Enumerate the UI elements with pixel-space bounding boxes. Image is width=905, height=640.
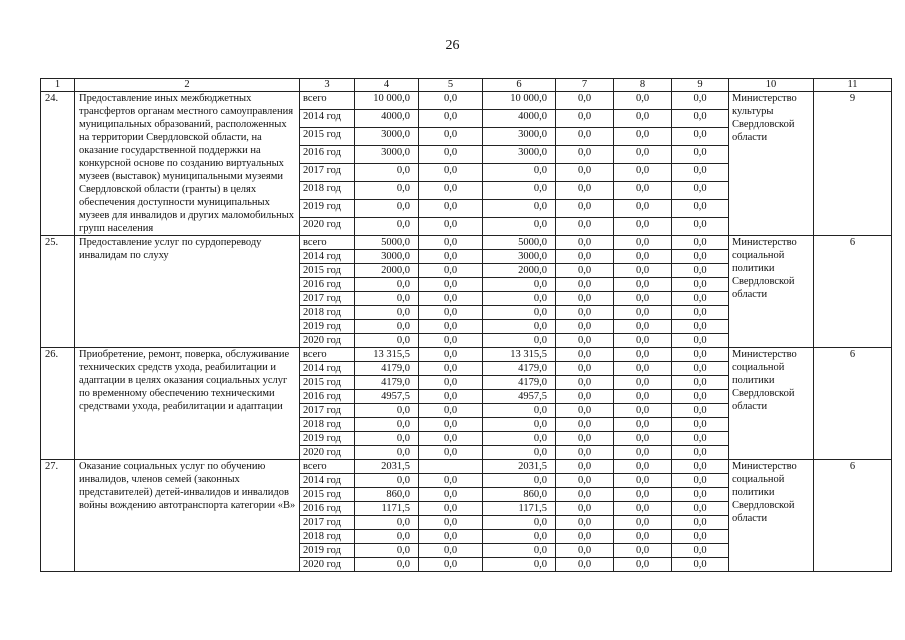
cell-extra: 0,0	[614, 92, 672, 110]
cell-local: 0,0	[556, 182, 614, 200]
cell-extra: 0,0	[614, 446, 672, 460]
cell-local: 0,0	[556, 278, 614, 292]
cell-extra: 0,0	[614, 200, 672, 218]
responsible-organization: Министерство социальной политики Свердловской области	[729, 348, 814, 460]
cell-federal: 0,0	[419, 250, 483, 264]
cell-regional: 4000,0	[483, 110, 556, 128]
cell-local: 0,0	[556, 376, 614, 390]
cell-local: 0,0	[556, 516, 614, 530]
year-label: всего	[300, 92, 355, 110]
cell-extra: 0,0	[672, 530, 729, 544]
cell-total: 0,0	[355, 292, 419, 306]
cell-extra: 0,0	[672, 278, 729, 292]
cell-regional: 0,0	[483, 558, 556, 572]
cell-local: 0,0	[556, 502, 614, 516]
cell-federal: 0,0	[419, 446, 483, 460]
cell-extra: 0,0	[672, 182, 729, 200]
year-label: всего	[300, 348, 355, 362]
cell-extra: 0,0	[614, 146, 672, 164]
cell-extra: 0,0	[672, 320, 729, 334]
cell-federal: 0,0	[419, 278, 483, 292]
cell-local: 0,0	[556, 164, 614, 182]
year-label: 2019 год	[300, 200, 355, 218]
column-number-row	[41, 79, 892, 92]
cell-extra: 0,0	[672, 348, 729, 362]
item-description: Оказание социальных услуг по обучению инвалидов, членов семей (законных представителей) детей-инвалидов и инвалидов войны вождению автотранспорта категории «В»	[75, 460, 300, 572]
cell-local: 0,0	[556, 264, 614, 278]
cell-extra: 0,0	[672, 264, 729, 278]
cell-regional: 0,0	[483, 200, 556, 218]
item-description: Приобретение, ремонт, поверка, обслуживание технических средств ухода, реабилитации и адаптации в целях оказания социальных услуг по временному обеспечению техническими средствами ухода, реабилитации и адаптации	[75, 348, 300, 460]
cell-federal: 0,0	[419, 218, 483, 236]
year-label: 2020 год	[300, 334, 355, 348]
year-label: 2015 год	[300, 264, 355, 278]
cell-extra: 0,0	[614, 334, 672, 348]
cell-local: 0,0	[556, 128, 614, 146]
cell-extra: 0,0	[672, 390, 729, 404]
cell-total: 0,0	[355, 558, 419, 572]
cell-federal: 0,0	[419, 530, 483, 544]
year-label: 2020 год	[300, 218, 355, 236]
year-label: 2019 год	[300, 544, 355, 558]
cell-local: 0,0	[556, 320, 614, 334]
column-header: 10	[729, 79, 814, 92]
cell-federal: 0,0	[419, 432, 483, 446]
column-header: 2	[75, 79, 300, 92]
cell-total: 4957,5	[355, 390, 419, 404]
cell-extra: 0,0	[672, 558, 729, 572]
cell-regional: 1171,5	[483, 502, 556, 516]
item-description: Предоставление иных межбюджетных трансфертов органам местного самоуправления муниципальных образований, расположенных на территории Свердловской области, на оказание государственной поддержки на конкурсной основе по созданию виртуальных музеев (выставок) муниципальными музеями Свердловской области (гранты) в целях обеспечения доступности муниципальных музеев для инвалидов и других маломобильных групп населения	[75, 92, 300, 236]
target-indicator: 9	[814, 92, 892, 236]
cell-extra: 0,0	[672, 334, 729, 348]
cell-extra: 0,0	[672, 146, 729, 164]
year-label: 2017 год	[300, 292, 355, 306]
cell-federal: 0,0	[419, 488, 483, 502]
column-header: 5	[419, 79, 483, 92]
cell-federal: 0,0	[419, 418, 483, 432]
cell-extra: 0,0	[614, 128, 672, 146]
cell-extra: 0,0	[672, 110, 729, 128]
cell-total: 13 315,5	[355, 348, 419, 362]
cell-regional: 4179,0	[483, 362, 556, 376]
cell-regional: 0,0	[483, 218, 556, 236]
year-label: 2016 год	[300, 146, 355, 164]
cell-total: 0,0	[355, 404, 419, 418]
cell-federal: 0,0	[419, 306, 483, 320]
cell-regional: 0,0	[483, 182, 556, 200]
responsible-organization: Министерство культуры Свердловской области	[729, 92, 814, 236]
cell-federal: 0,0	[419, 110, 483, 128]
cell-extra: 0,0	[614, 362, 672, 376]
cell-extra: 0,0	[672, 292, 729, 306]
cell-regional: 2000,0	[483, 264, 556, 278]
column-header: 6	[483, 79, 556, 92]
cell-regional: 0,0	[483, 278, 556, 292]
cell-extra: 0,0	[672, 218, 729, 236]
cell-extra: 0,0	[672, 516, 729, 530]
cell-extra: 0,0	[614, 558, 672, 572]
year-label: 2014 год	[300, 110, 355, 128]
cell-local: 0,0	[556, 306, 614, 320]
cell-extra: 0,0	[614, 376, 672, 390]
cell-extra: 0,0	[614, 488, 672, 502]
cell-federal: 0,0	[419, 200, 483, 218]
cell-extra: 0,0	[614, 460, 672, 474]
cell-regional: 0,0	[483, 446, 556, 460]
cell-regional: 0,0	[483, 164, 556, 182]
cell-extra: 0,0	[614, 264, 672, 278]
cell-federal: 0,0	[419, 376, 483, 390]
cell-local: 0,0	[556, 110, 614, 128]
cell-federal: 0,0	[419, 544, 483, 558]
cell-regional: 0,0	[483, 404, 556, 418]
table-row	[41, 92, 892, 110]
table-row	[41, 348, 892, 362]
cell-regional: 0,0	[483, 474, 556, 488]
year-label: 2014 год	[300, 474, 355, 488]
year-label: 2018 год	[300, 418, 355, 432]
year-label: 2019 год	[300, 432, 355, 446]
cell-total: 0,0	[355, 446, 419, 460]
cell-extra: 0,0	[614, 474, 672, 488]
cell-total: 10 000,0	[355, 92, 419, 110]
table-row	[41, 236, 892, 250]
cell-total: 0,0	[355, 530, 419, 544]
cell-total: 4000,0	[355, 110, 419, 128]
cell-federal: 0,0	[419, 348, 483, 362]
cell-extra: 0,0	[672, 418, 729, 432]
year-label: 2014 год	[300, 250, 355, 264]
cell-regional: 3000,0	[483, 250, 556, 264]
cell-local: 0,0	[556, 200, 614, 218]
cell-extra: 0,0	[672, 236, 729, 250]
cell-extra: 0,0	[614, 516, 672, 530]
cell-extra: 0,0	[614, 348, 672, 362]
cell-extra: 0,0	[672, 164, 729, 182]
cell-regional: 0,0	[483, 334, 556, 348]
year-label: 2017 год	[300, 164, 355, 182]
cell-local: 0,0	[556, 348, 614, 362]
cell-total: 0,0	[355, 218, 419, 236]
cell-total: 0,0	[355, 278, 419, 292]
cell-federal: 0,0	[419, 334, 483, 348]
cell-extra: 0,0	[672, 128, 729, 146]
cell-extra: 0,0	[672, 460, 729, 474]
cell-federal: 0,0	[419, 320, 483, 334]
cell-extra: 0,0	[614, 530, 672, 544]
cell-total: 0,0	[355, 306, 419, 320]
cell-extra: 0,0	[614, 250, 672, 264]
year-label: 2014 год	[300, 362, 355, 376]
cell-total: 0,0	[355, 320, 419, 334]
cell-local: 0,0	[556, 236, 614, 250]
cell-regional: 860,0	[483, 488, 556, 502]
cell-extra: 0,0	[614, 110, 672, 128]
cell-extra: 0,0	[614, 236, 672, 250]
cell-total: 0,0	[355, 544, 419, 558]
cell-federal: 0,0	[419, 236, 483, 250]
year-label: 2020 год	[300, 446, 355, 460]
cell-federal: 0,0	[419, 502, 483, 516]
cell-extra: 0,0	[672, 306, 729, 320]
column-header: 11	[814, 79, 892, 92]
cell-federal: 0,0	[419, 516, 483, 530]
cell-federal: 0,0	[419, 474, 483, 488]
cell-regional: 0,0	[483, 320, 556, 334]
cell-total: 3000,0	[355, 128, 419, 146]
cell-federal: 0,0	[419, 146, 483, 164]
cell-total: 0,0	[355, 200, 419, 218]
column-header: 4	[355, 79, 419, 92]
cell-total: 3000,0	[355, 250, 419, 264]
year-label: 2020 год	[300, 558, 355, 572]
cell-regional: 0,0	[483, 432, 556, 446]
target-indicator: 6	[814, 348, 892, 460]
cell-total: 5000,0	[355, 236, 419, 250]
cell-regional: 10 000,0	[483, 92, 556, 110]
year-label: 2018 год	[300, 530, 355, 544]
page-number: 26	[445, 38, 460, 53]
cell-extra: 0,0	[614, 502, 672, 516]
cell-total: 0,0	[355, 432, 419, 446]
year-label: 2019 год	[300, 320, 355, 334]
cell-extra: 0,0	[614, 418, 672, 432]
cell-extra: 0,0	[672, 250, 729, 264]
cell-local: 0,0	[556, 446, 614, 460]
cell-regional: 3000,0	[483, 146, 556, 164]
cell-extra: 0,0	[614, 306, 672, 320]
cell-local: 0,0	[556, 390, 614, 404]
cell-local: 0,0	[556, 218, 614, 236]
year-label: 2017 год	[300, 516, 355, 530]
year-label: 2016 год	[300, 278, 355, 292]
cell-extra: 0,0	[614, 218, 672, 236]
cell-extra: 0,0	[614, 182, 672, 200]
cell-extra: 0,0	[672, 92, 729, 110]
cell-federal: 0,0	[419, 264, 483, 278]
item-number: 26.	[41, 348, 75, 460]
cell-extra: 0,0	[614, 544, 672, 558]
cell-local: 0,0	[556, 530, 614, 544]
cell-total: 860,0	[355, 488, 419, 502]
cell-regional: 13 315,5	[483, 348, 556, 362]
cell-local: 0,0	[556, 460, 614, 474]
cell-extra: 0,0	[672, 502, 729, 516]
item-number: 27.	[41, 460, 75, 572]
cell-federal: 0,0	[419, 558, 483, 572]
year-label: 2018 год	[300, 306, 355, 320]
cell-regional: 0,0	[483, 306, 556, 320]
cell-federal: 0,0	[419, 182, 483, 200]
cell-total: 0,0	[355, 474, 419, 488]
cell-total: 2000,0	[355, 264, 419, 278]
responsible-organization: Министерство социальной политики Свердловской области	[729, 460, 814, 572]
cell-federal: 0,0	[419, 362, 483, 376]
cell-local: 0,0	[556, 488, 614, 502]
cell-extra: 0,0	[614, 278, 672, 292]
cell-federal: 0,0	[419, 128, 483, 146]
cell-regional: 2031,5	[483, 460, 556, 474]
cell-extra: 0,0	[614, 404, 672, 418]
cell-federal: 0,0	[419, 390, 483, 404]
year-label: всего	[300, 236, 355, 250]
cell-extra: 0,0	[672, 446, 729, 460]
cell-extra: 0,0	[672, 474, 729, 488]
column-header: 1	[41, 79, 75, 92]
cell-total: 0,0	[355, 418, 419, 432]
cell-local: 0,0	[556, 334, 614, 348]
cell-extra: 0,0	[672, 432, 729, 446]
cell-regional: 0,0	[483, 516, 556, 530]
year-label: 2018 год	[300, 182, 355, 200]
cell-local: 0,0	[556, 362, 614, 376]
year-label: 2015 год	[300, 376, 355, 390]
cell-total: 3000,0	[355, 146, 419, 164]
cell-extra: 0,0	[672, 404, 729, 418]
cell-regional: 0,0	[483, 530, 556, 544]
cell-total: 2031,5	[355, 460, 419, 474]
cell-federal: 0,0	[419, 292, 483, 306]
cell-total: 1171,5	[355, 502, 419, 516]
cell-local: 0,0	[556, 558, 614, 572]
table-body	[41, 79, 892, 572]
cell-extra: 0,0	[672, 362, 729, 376]
year-label: 2016 год	[300, 502, 355, 516]
column-header: 3	[300, 79, 355, 92]
responsible-organization: Министерство социальной политики Свердловской области	[729, 236, 814, 348]
cell-regional: 0,0	[483, 418, 556, 432]
item-number: 25.	[41, 236, 75, 348]
cell-local: 0,0	[556, 92, 614, 110]
cell-federal	[419, 460, 483, 474]
item-number: 24.	[41, 92, 75, 236]
cell-total: 4179,0	[355, 376, 419, 390]
cell-regional: 3000,0	[483, 128, 556, 146]
cell-extra: 0,0	[614, 390, 672, 404]
cell-regional: 4957,5	[483, 390, 556, 404]
cell-extra: 0,0	[614, 432, 672, 446]
cell-local: 0,0	[556, 250, 614, 264]
column-header: 8	[614, 79, 672, 92]
cell-regional: 0,0	[483, 292, 556, 306]
cell-regional: 4179,0	[483, 376, 556, 390]
cell-local: 0,0	[556, 544, 614, 558]
cell-local: 0,0	[556, 292, 614, 306]
cell-regional: 0,0	[483, 544, 556, 558]
cell-federal: 0,0	[419, 164, 483, 182]
cell-local: 0,0	[556, 474, 614, 488]
year-label: всего	[300, 460, 355, 474]
column-header: 7	[556, 79, 614, 92]
cell-local: 0,0	[556, 418, 614, 432]
cell-total: 4179,0	[355, 362, 419, 376]
cell-federal: 0,0	[419, 404, 483, 418]
year-label: 2015 год	[300, 488, 355, 502]
target-indicator: 6	[814, 236, 892, 348]
cell-local: 0,0	[556, 146, 614, 164]
cell-extra: 0,0	[672, 200, 729, 218]
cell-extra: 0,0	[672, 488, 729, 502]
cell-total: 0,0	[355, 182, 419, 200]
cell-extra: 0,0	[614, 292, 672, 306]
year-label: 2016 год	[300, 390, 355, 404]
program-table	[40, 78, 892, 572]
cell-extra: 0,0	[614, 164, 672, 182]
cell-extra: 0,0	[672, 376, 729, 390]
target-indicator: 6	[814, 460, 892, 572]
cell-extra: 0,0	[672, 544, 729, 558]
cell-local: 0,0	[556, 404, 614, 418]
cell-total: 0,0	[355, 334, 419, 348]
year-label: 2015 год	[300, 128, 355, 146]
cell-federal: 0,0	[419, 92, 483, 110]
cell-extra: 0,0	[614, 320, 672, 334]
item-description: Предоставление услуг по сурдопереводу инвалидам по слуху	[75, 236, 300, 348]
column-header: 9	[672, 79, 729, 92]
cell-total: 0,0	[355, 164, 419, 182]
cell-regional: 5000,0	[483, 236, 556, 250]
year-label: 2017 год	[300, 404, 355, 418]
cell-local: 0,0	[556, 432, 614, 446]
cell-total: 0,0	[355, 516, 419, 530]
table-row	[41, 460, 892, 474]
